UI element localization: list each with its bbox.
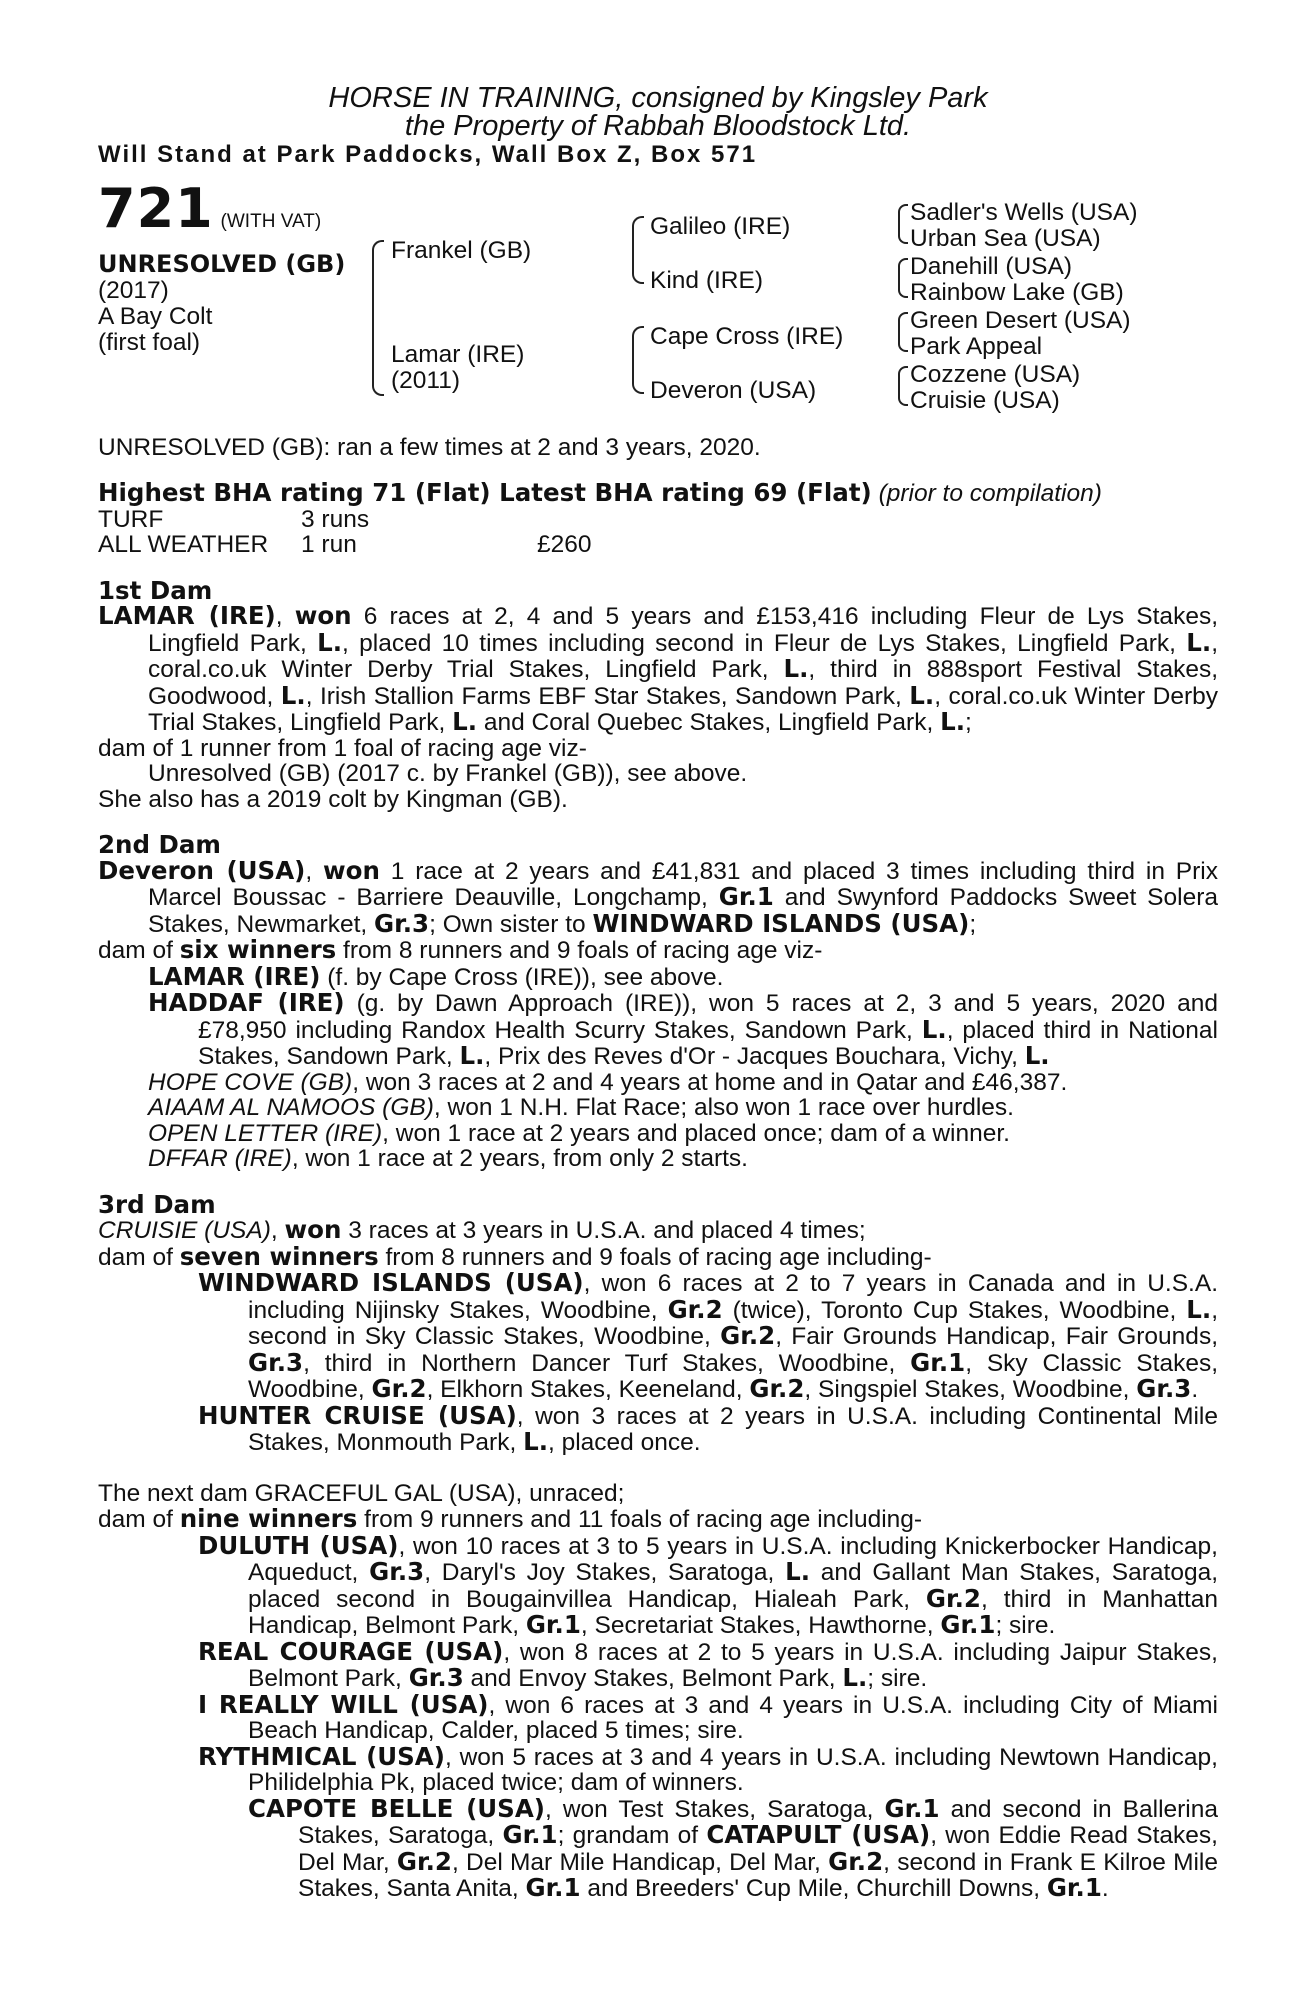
progeny-i-really-will bbox=[98, 1689, 1218, 1744]
text-run: , coral.co.uk Winter Derby Trial Stakes, Lingfield Park, bbox=[148, 629, 1219, 683]
text-run: , won 10 races at 3 to 5 years in U.S.A. including Knickerbocker Handicap, Aqueduct, bbox=[248, 1532, 1218, 1586]
text-run: , second in Sky Classic Stakes, Woodbine, bbox=[248, 1296, 1218, 1350]
text-run: and Swynford Paddocks Sweet Solera Stakes, Newmarket, bbox=[148, 884, 1219, 938]
foal-note: (first foal) bbox=[98, 328, 201, 356]
text-run: Gr.1 bbox=[525, 1873, 581, 1902]
ggd-4: Cruisie (USA) bbox=[910, 386, 1060, 414]
text-run: ; sire. bbox=[867, 1665, 928, 1692]
text-run: , Del Mar Mile Handicap, Del Mar, bbox=[451, 1848, 829, 1876]
bracket-3-4 bbox=[898, 366, 908, 406]
ggd-3: Park Appeal bbox=[910, 332, 1043, 360]
text-run: CRUISIE (USA) bbox=[98, 1217, 271, 1244]
aw-prize: £260 bbox=[537, 531, 592, 558]
ggd-2: Rainbow Lake (GB) bbox=[910, 278, 1124, 306]
progeny-line: Unresolved (GB) (2017 c. by Frankel (GB)), see above. bbox=[148, 760, 748, 787]
text-run: Gr.3 bbox=[1136, 1374, 1192, 1403]
won-label: won bbox=[294, 601, 352, 630]
text-run: , won 3 races at 2 and 4 years at home and in Qatar and £46,387. bbox=[352, 1068, 1068, 1096]
text-run: L. bbox=[1186, 1294, 1212, 1324]
sire-dam-bracket bbox=[372, 240, 384, 396]
text-run: , won 5 races at 3 and 4 years in U.S.A. including Newtown Handicap, Philidelphia Pk, placed twice; dam of winners. bbox=[248, 1743, 1218, 1796]
text-run: , Irish Stallion Farms EBF Star Stakes, Sandown Park, bbox=[305, 682, 910, 710]
text-run: (f. by Cape Cross (IRE)), see above. bbox=[320, 963, 724, 991]
text-run: , won 8 races at 2 to 5 years in U.S.A. including Jaipur Stakes, Belmont Park, bbox=[248, 1638, 1218, 1692]
text-run: Gr.2 bbox=[749, 1374, 805, 1403]
section-title: 3rd Dam bbox=[98, 1189, 216, 1219]
progeny-dffar bbox=[98, 1146, 1218, 1172]
third-dam-section bbox=[98, 1189, 1219, 1456]
rating-section bbox=[98, 480, 1218, 558]
text-run: L. bbox=[1186, 627, 1212, 657]
text-run: Gr.2 bbox=[667, 1294, 723, 1324]
progeny-hope-cove bbox=[98, 1070, 1218, 1096]
text-run: , placed 10 times including second in Fleur de Lys Stakes, Lingfield Park, bbox=[342, 629, 1187, 657]
text-run: L. bbox=[317, 627, 343, 657]
turf-runs: 3 runs bbox=[301, 505, 370, 533]
text-run: Gr.2 bbox=[371, 1374, 427, 1403]
third-dam-record: CRUISIE (USA), won 3 races at 3 years in U.S.A. and placed 4 times; bbox=[98, 1215, 866, 1244]
text-run: RYTHMICAL (USA) bbox=[198, 1741, 445, 1771]
turf-row bbox=[98, 507, 1218, 533]
text-run: , Singspiel Stakes, Woodbine, bbox=[804, 1376, 1137, 1403]
text-run: ; bbox=[969, 910, 977, 938]
text-run: (twice), Toronto Cup Stakes, Woodbine, bbox=[722, 1296, 1187, 1324]
text-run: dam of bbox=[98, 1243, 180, 1271]
next-dam-section bbox=[98, 1481, 1218, 1902]
foaling-year: (2017) bbox=[98, 276, 169, 304]
text-run: Gr.3 bbox=[369, 1557, 425, 1586]
text-run: L. bbox=[452, 707, 478, 736]
progeny-open-letter bbox=[98, 1121, 1218, 1147]
dam-of-line bbox=[98, 937, 1218, 964]
text-run: and Coral Quebec Stakes, Lingfield Park, bbox=[477, 709, 941, 736]
aw-runs: 1 run bbox=[301, 531, 357, 558]
text-run: Gr.1 bbox=[502, 1820, 558, 1849]
text-run: REAL COURAGE (USA) bbox=[198, 1636, 504, 1666]
section-title: 1st Dam bbox=[98, 575, 213, 605]
text-run: , placed third in National Stakes, Sandown Park, bbox=[198, 1016, 1218, 1070]
text-run: Gr.2 bbox=[396, 1846, 452, 1876]
text-run: I REALLY WILL (USA) bbox=[198, 1689, 489, 1719]
second-dam-section bbox=[98, 832, 1218, 1172]
also-line: She also has a 2019 colt by Kingman (GB). bbox=[98, 785, 568, 813]
ggs-4: Cozzene (USA) bbox=[910, 360, 1081, 388]
catalogue-page bbox=[98, 84, 1218, 1902]
progeny-capote-belle bbox=[98, 1793, 1219, 1902]
consignor-line: HORSE IN TRAINING, consigned by Kingsley Park bbox=[328, 82, 988, 114]
first-dam-section bbox=[98, 575, 1219, 813]
dam: Lamar (IRE) bbox=[391, 340, 525, 368]
bha-rating: Highest BHA rating 71 (Flat) Latest BHA rating 69 (Flat) bbox=[98, 478, 872, 507]
text-run: ; Own sister to bbox=[429, 910, 593, 938]
progeny-rythmical bbox=[98, 1741, 1218, 1796]
text-run: L. bbox=[842, 1663, 868, 1692]
text-run: from 9 runners and 11 foals of racing age including- bbox=[357, 1506, 923, 1533]
text-run: L. bbox=[940, 707, 965, 736]
first-dam-record: LAMAR (IRE), won 6 races at 2, 4 and 5 years and £153,416 including Fleur de Lys Stakes, Lingfield Park, L., placed 10 times including second in Fleur de Lys Stakes, Lingfield Park, L., coral.co.uk Winter Derby Trial Stakes, Lingfield Park, L., third in 888sport Festival Stakes, Goodwood, L., Irish Stallion Farms EBF Star Stakes, Sandown Park, L., coral.co.uk Winter Derby Trial Stakes, Lingfield Park, L. and Coral Quebec Stakes, Lingfield Park, L.; bbox=[98, 601, 1219, 736]
text-run: and Gallant Man Stakes, Saratoga, placed second in Bougainvillea Handicap, Hialeah Park, bbox=[248, 1559, 1219, 1613]
text-run: 3 races at 3 years in U.S.A. and placed 4 times; bbox=[341, 1217, 866, 1244]
text-run: , Prix des Reves d'Or - Jacques Bouchara, Vichy, bbox=[484, 1043, 1025, 1070]
ggs-1: Sadler's Wells (USA) bbox=[910, 198, 1138, 226]
stabling-line: Will Stand at Park Paddocks, Wall Box Z, Box 571 bbox=[98, 141, 758, 168]
text-run: CATAPULT (USA) bbox=[706, 1820, 931, 1849]
text-run: Gr.3 bbox=[374, 908, 430, 938]
text-run: OPEN LETTER (IRE) bbox=[148, 1119, 383, 1147]
dam-name: LAMAR (IRE) bbox=[98, 601, 276, 630]
text-run: from 8 runners and 9 foals of racing age viz- bbox=[336, 937, 823, 964]
vat-note: (WITH VAT) bbox=[220, 210, 322, 232]
text-run: , won 1 N.H. Flat Race; also won 1 race over hurdles. bbox=[433, 1094, 1014, 1121]
text-run: , coral.co.uk Winter Derby Trial Stakes, Lingfield Park, bbox=[148, 682, 1218, 736]
text-run: , won 6 races at 2 to 7 years in Canada and in U.S.A. including Nijinsky Stakes, Woodbine, bbox=[248, 1270, 1219, 1324]
progeny-aiaam bbox=[98, 1095, 1218, 1121]
rating-note: (prior to compilation) bbox=[878, 480, 1102, 507]
lot-heading bbox=[98, 176, 322, 240]
text-run: , Sky Classic Stakes, Woodbine, bbox=[248, 1349, 1219, 1403]
sire-sire: Galileo (IRE) bbox=[650, 212, 791, 240]
text-run: 6 races at 2, 4 and 5 years and £153,416 including Fleur de Lys Stakes, Lingfield Park, bbox=[148, 603, 1218, 657]
text-run: Gr.1 bbox=[525, 1610, 581, 1639]
bracket-3-3 bbox=[898, 312, 908, 352]
text-run: Gr.1 bbox=[1046, 1873, 1102, 1902]
text-run: L. bbox=[1024, 1041, 1050, 1070]
text-run: L. bbox=[783, 654, 809, 683]
pedigree-block bbox=[98, 176, 1218, 435]
text-run: WINDWARD ISLANDS (USA) bbox=[592, 908, 970, 938]
progeny-hunter-cruise bbox=[98, 1400, 1218, 1456]
text-run: ; bbox=[965, 709, 972, 736]
text-run: Gr.3 bbox=[408, 1663, 464, 1692]
text-run: Gr.1 bbox=[940, 1610, 996, 1639]
text-run: , won 6 races at 3 and 4 years in U.S.A. including City of Miami Beach Handicap, Calder, placed 5 times; sire. bbox=[248, 1691, 1218, 1744]
text-run: and second in Ballerina Stakes, Saratoga, bbox=[298, 1795, 1219, 1849]
horse-name: UNRESOLVED (GB) bbox=[98, 249, 346, 278]
progeny-windward bbox=[98, 1270, 1218, 1403]
progeny-real-courage bbox=[98, 1636, 1218, 1692]
sire-dam: Kind (IRE) bbox=[650, 266, 764, 294]
text-run: DFFAR (IRE) bbox=[148, 1145, 292, 1172]
text-run: , won Eddie Read Stakes, Del Mar, bbox=[298, 1822, 1218, 1876]
sire-line-bracket bbox=[632, 216, 644, 284]
text-run: won bbox=[284, 1215, 342, 1244]
text-run: L. bbox=[921, 1014, 947, 1044]
text-run: six winners bbox=[179, 935, 337, 964]
text-run: 1 race at 2 years and £41,831 and placed 3 times including third in Prix Marcel Boussac - Barriere Deauville, Longchamp, bbox=[148, 857, 1218, 911]
dam-of-line bbox=[98, 1241, 1218, 1271]
turf-label: TURF bbox=[98, 505, 164, 533]
bracket-3-2 bbox=[898, 258, 908, 298]
dam-sire: Cape Cross (IRE) bbox=[650, 322, 844, 350]
bracket-3-1 bbox=[898, 204, 908, 244]
text-run: L. bbox=[280, 680, 306, 710]
lot-number: 721 bbox=[98, 176, 214, 240]
dam-of-line bbox=[98, 1506, 1218, 1533]
text-run: LAMAR (IRE) bbox=[148, 961, 321, 991]
text-run: , Elkhorn Stakes, Keeneland, bbox=[426, 1376, 750, 1403]
ggd-1: Urban Sea (USA) bbox=[910, 224, 1101, 252]
text-run: L. bbox=[785, 1557, 810, 1586]
text-run: , won 1 race at 2 years and placed once; dam of a winner. bbox=[382, 1119, 1010, 1147]
race-summary: UNRESOLVED (GB): ran a few times at 2 and 3 years, 2020. bbox=[98, 433, 761, 461]
text-run: Gr.1 bbox=[718, 882, 774, 911]
text-run: Gr.2 bbox=[828, 1846, 884, 1876]
text-run: Gr.3 bbox=[248, 1347, 304, 1377]
text-run: , third in 888sport Festival Stakes, Goodwood, bbox=[148, 656, 1218, 710]
text-run: and Breeders' Cup Mile, Churchill Downs, bbox=[580, 1875, 1047, 1902]
section-title: 2nd Dam bbox=[98, 830, 221, 859]
text-run: L. bbox=[459, 1041, 485, 1070]
text-run: , second in Frank E Kilroe Mile Stakes, Santa Anita, bbox=[298, 1848, 1218, 1902]
horse-description: A Bay Colt bbox=[98, 302, 213, 330]
text-run: , Fair Grounds Handicap, Fair Grounds, bbox=[775, 1323, 1218, 1350]
text-run: DULUTH (USA) bbox=[198, 1530, 399, 1560]
text-run: ; sire. bbox=[995, 1612, 1056, 1639]
text-run: won bbox=[323, 855, 380, 885]
text-run: ; grandam of bbox=[557, 1822, 707, 1849]
text-run: and Envoy Stakes, Belmont Park, bbox=[463, 1665, 843, 1692]
text-run: (g. by Dawn Approach (IRE)), won 5 races at 2, 3 and 5 years, 2020 and £78,950 including Randox Health Scurry Stakes, Sandown Park, bbox=[198, 990, 1218, 1044]
text-run: dam of bbox=[98, 1506, 180, 1533]
aw-label: ALL WEATHER bbox=[98, 531, 269, 558]
text-run: HADDAF (IRE) bbox=[148, 988, 345, 1017]
progeny-haddaf bbox=[98, 990, 1218, 1070]
property-line: the Property of Rabbah Bloodstock Ltd. bbox=[404, 110, 912, 142]
next-dam-line: The next dam GRACEFUL GAL (USA), unraced; bbox=[98, 1479, 625, 1507]
text-run: Gr.1 bbox=[884, 1793, 940, 1823]
dam-of-line: dam of 1 runner from 1 foal of racing age viz- bbox=[98, 734, 587, 762]
sire: Frankel (GB) bbox=[391, 236, 532, 264]
text-run: dam of bbox=[98, 937, 180, 964]
progeny-duluth bbox=[98, 1530, 1219, 1639]
text-run: Gr.1 bbox=[910, 1347, 966, 1377]
ggs-3: Green Desert (USA) bbox=[910, 306, 1131, 334]
text-run: L. bbox=[909, 680, 935, 710]
text-run: Gr.2 bbox=[720, 1321, 776, 1350]
text-run: CAPOTE BELLE (USA) bbox=[248, 1793, 545, 1823]
text-run: from 8 runners and 9 foals of racing age including- bbox=[378, 1243, 932, 1271]
text-run: , Secretariat Stakes, Hawthorne, bbox=[580, 1612, 941, 1639]
text-run: seven winners bbox=[179, 1241, 379, 1271]
text-run: WINDWARD ISLANDS (USA) bbox=[198, 1268, 584, 1297]
text-run: , third in Manhattan Handicap, Belmont Park, bbox=[248, 1585, 1219, 1639]
text-run: , won 3 races at 2 years in U.S.A. including Continental Mile Stakes, Monmouth Park, bbox=[248, 1402, 1218, 1456]
dam-year: (2011) bbox=[391, 366, 461, 394]
text-run: Gr.2 bbox=[925, 1583, 981, 1613]
ggs-2: Danehill (USA) bbox=[910, 252, 1073, 280]
text-run: , Daryl's Joy Stakes, Saratoga, bbox=[424, 1559, 786, 1586]
text-run: HOPE COVE (GB) bbox=[148, 1068, 353, 1096]
text-run: AIAAM AL NAMOOS (GB) bbox=[148, 1094, 434, 1121]
text-run: , won Test Stakes, Saratoga, bbox=[545, 1795, 885, 1823]
text-run: Deveron (USA) bbox=[98, 855, 306, 885]
text-run: , placed once. bbox=[548, 1429, 701, 1456]
aw-row bbox=[98, 532, 1218, 558]
text-run: , third in Northern Dancer Turf Stakes, Woodbine, bbox=[303, 1349, 911, 1377]
text-run: . bbox=[1191, 1376, 1199, 1403]
dam-line-bracket bbox=[632, 326, 644, 394]
text-run: , won 1 race at 2 years, from only 2 starts. bbox=[291, 1145, 748, 1172]
text-run: L. bbox=[523, 1427, 548, 1456]
dam-dam: Deveron (USA) bbox=[650, 376, 817, 404]
text-run: HUNTER CRUISE (USA) bbox=[198, 1400, 517, 1430]
text-run: . bbox=[1101, 1875, 1109, 1902]
progeny-lamar bbox=[98, 961, 1218, 991]
second-dam-record: Deveron (USA), won 1 race at 2 years and £41,831 and placed 3 times including third in Prix Marcel Boussac - Barriere Deauville, Longchamp, Gr.1 and Swynford Paddocks Sweet Solera Stakes, Newmarket, Gr.3; Own sister to WINDWARD ISLANDS (USA); bbox=[98, 855, 1219, 938]
text-run: nine winners bbox=[179, 1504, 358, 1533]
